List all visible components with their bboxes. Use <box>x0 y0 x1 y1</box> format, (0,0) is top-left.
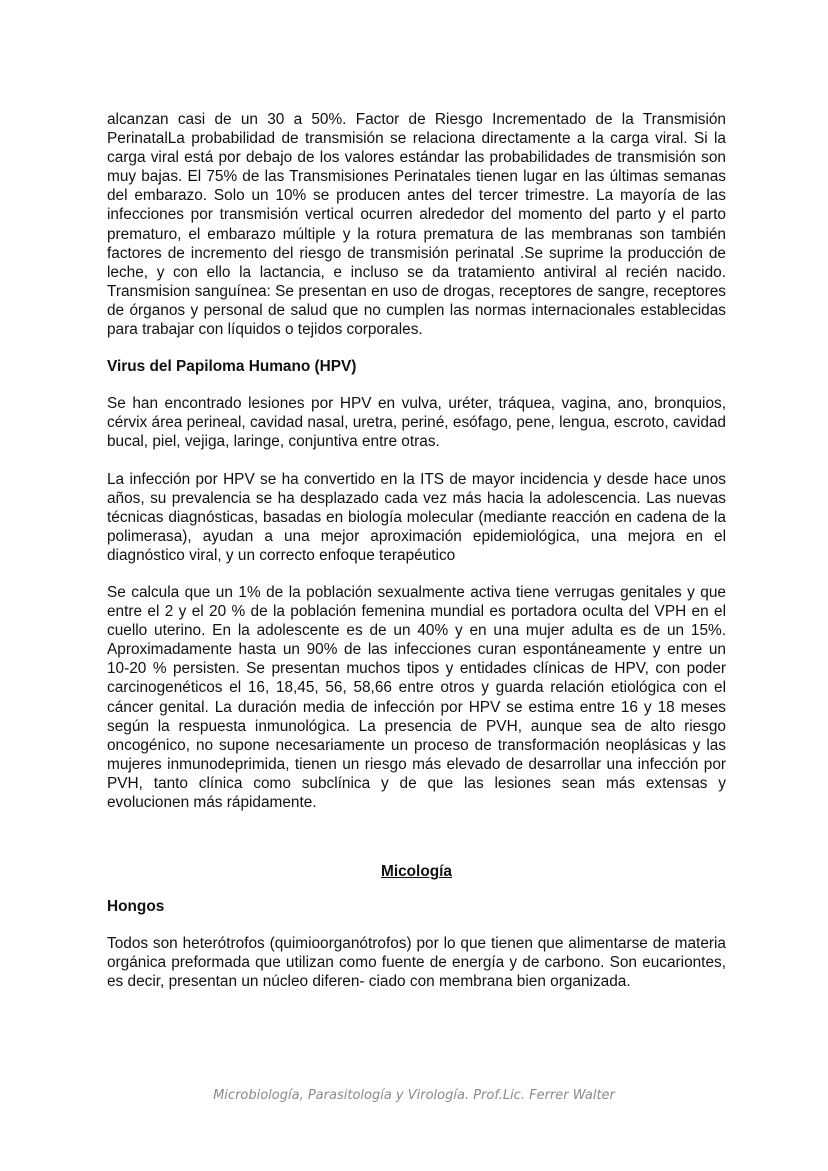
paragraph-hpv-lesions: Se han encontrado lesiones por HPV en vulva, uréter, tráquea, vagina, ano, bronquios, cérvix área perineal, cavidad nasal, uretra, periné, esófago, pene, lengua, escroto, cavidad bucal, piel, vejiga, laringe, conjuntiva entre otras. <box>107 395 726 451</box>
paragraph-transmission: alcanzan casi de un 30 a 50%. Factor de Riesgo Incrementado de la Transmisión PerinatalLa probabilidad de transmisión se relaciona directamente a la carga viral. Si la carga viral está por debajo de los valores estándar las probabilidades de transmisión son muy bajas. El 75% de las Transmisiones Perinatales tienen lugar en las últimas semanas del embarazo. Solo un 10% se producen antes del tercer trimestre. La mayoría de las infecciones por transmisión vertical ocurren alrededor del momento del parto y el parto prematuro, el embarazo múltiple y la rotura prematura de las membranas son también factores de incremento del riesgo de transmisión perinatal .Se suprime la producción de leche, y con ello la lactancia, e incluso se da tratamiento antiviral al recién nacido. Transmision sanguínea: Se presentan en uso de drogas, receptores de sangre, receptores de órganos y personal de salud que no cumplen las normas internacionales establecidas para trabajar con líquidos o tejidos corporales. <box>107 111 726 339</box>
document-page <box>107 110 726 1010</box>
heading-hpv: Virus del Papiloma Humano (HPV) <box>107 358 357 376</box>
page-footer: Microbiología, Parasitología y Virología. Prof.Lic. Ferrer Walter <box>213 1088 615 1103</box>
heading-hongos: Hongos <box>107 898 165 916</box>
paragraph-hpv-prevalence: Se calcula que un 1% de la población sexualmente activa tiene verrugas genitales y que entre el 2 y el 20 % de la población femenina mundial es portadora oculta del VPH en el cuello uterino. En la adolescente es de un 40% y en una mujer adulta es de un 15%. Aproximadamente hasta un 90% de las infecciones curan espontáneamente y entre un 10-20 % persisten. Se presentan muchos tipos y entidades clínicas de HPV, con poder carcinogenéticos el 16, 18,45, 56, 58,66 entre otros y guarda relación etiológica con el cáncer genital. La duración media de infección por HPV se estima entre 16 y 18 meses según la respuesta inmunológica. La presencia de PVH, aunque sea de alto riesgo oncogénico, no supone necesariamente un proceso de transformación neoplásicas y las mujeres inmunodeprimida, tienen un riesgo más elevado de desarrollar una infección por PVH, tanto clínica como subclínica y de que las lesiones sean más extensas y evolucionen más rápidamente. <box>107 583 726 811</box>
section-title-micologia: Micología <box>381 863 452 881</box>
paragraph-hpv-infection: La infección por HPV se ha convertido en la ITS de mayor incidencia y desde hace unos años, su prevalencia se ha desplazado cada vez más hacia la adolescencia. Las nuevas técnicas diagnósticas, basadas en biología molecular (mediante reacción en cadena de la polimerasa), ayudan a una mejor aproximación epidemiológica, una mejora en el diagnóstico viral, y un correcto enfoque terapéutico <box>107 470 726 564</box>
paragraph-hongos: Todos son heterótrofos (quimioorganótrofos) por lo que tienen que alimentarse de materia orgánica preformada que utilizan como fuente de energía y de carbono. Son eucariontes, es decir, presentan un núcleo diferen- ciado con membrana bien organizada. <box>107 935 726 991</box>
